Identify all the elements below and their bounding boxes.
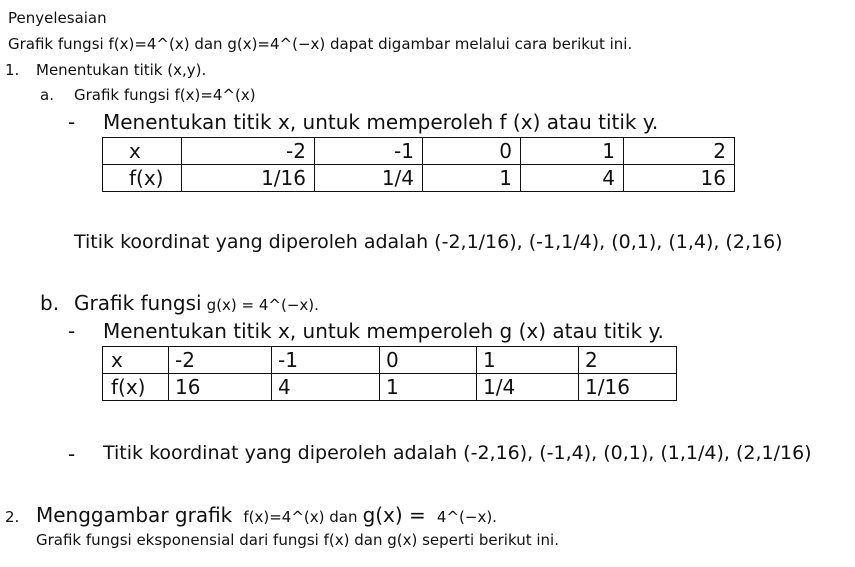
- part-a-letter: a.: [40, 86, 54, 104]
- part-b-title-formula: g(x) = 4^(−x).: [206, 296, 319, 314]
- table-row-fx: [103, 165, 735, 192]
- part-b-title: [74, 291, 319, 315]
- table-f-cell: -2: [182, 138, 315, 165]
- table-f-cell: 1: [423, 165, 521, 192]
- part-b-subtitle: Menentukan titik x, untuk memperoleh g (x) atau titik y.: [103, 319, 664, 343]
- table-f-cell: 4: [521, 165, 624, 192]
- step2-text-prefix: Menggambar grafik: [36, 503, 233, 527]
- table-g-label-x: x: [103, 347, 169, 374]
- table-g-cell: 16: [169, 374, 272, 401]
- intro-text: Grafik fungsi f(x)=4^(x) dan g(x)=4^(−x) dapat digambar melalui cara berikut ini.: [8, 35, 633, 53]
- table-g-cell: 1/16: [579, 374, 677, 401]
- table-f-cell: 2: [624, 138, 735, 165]
- table-f-label-fx: f(x): [103, 165, 182, 192]
- table-g-cell: 1/4: [477, 374, 579, 401]
- step2-formula-g-value: 4^(−x).: [436, 508, 497, 526]
- table-g-cell: -1: [272, 347, 380, 374]
- table-g-cell: 2: [579, 347, 677, 374]
- table-g-cell: 0: [380, 347, 477, 374]
- part-b-title-prefix: Grafik fungsi: [74, 291, 202, 315]
- part-a-dash: -: [68, 110, 76, 134]
- table-f-cell: 1: [521, 138, 624, 165]
- table-f-cell: -1: [315, 138, 423, 165]
- table-row-fx: [103, 374, 677, 401]
- step2-formula-g-name: g(x) =: [362, 503, 426, 527]
- table-f-cell: 0: [423, 138, 521, 165]
- table-f-cell: 1/16: [182, 165, 315, 192]
- part-a-title: Grafik fungsi f(x)=4^(x): [74, 86, 256, 104]
- table-f-cell: 16: [624, 165, 735, 192]
- table-row-x: [103, 347, 677, 374]
- table-g-cell: 1: [477, 347, 579, 374]
- part-b-letter: b.: [40, 291, 60, 315]
- part-a-subtitle: Menentukan titik x, untuk memperoleh f (x) atau titik y.: [103, 110, 659, 134]
- step2-number: 2.: [5, 508, 20, 526]
- step2-formula-f: f(x)=4^(x) dan: [243, 508, 358, 526]
- part-b-result-dash: -: [68, 442, 76, 466]
- table-g: [102, 346, 677, 401]
- table-g-cell: 1: [380, 374, 477, 401]
- part-a-result: Titik koordinat yang diperoleh adalah (-2,1/16), (-1,1/4), (0,1), (1,4), (2,16): [74, 231, 783, 253]
- part-b-dash: -: [68, 319, 76, 343]
- table-f: [102, 137, 735, 192]
- step2-line: [36, 503, 497, 527]
- table-row-x: [103, 138, 735, 165]
- table-f-cell: 1/4: [315, 165, 423, 192]
- table-g-cell: -2: [169, 347, 272, 374]
- table-g-label-fx: f(x): [103, 374, 169, 401]
- step1-number: 1.: [5, 61, 20, 79]
- table-f-label-x: x: [103, 138, 182, 165]
- step2-description: Grafik fungsi eksponensial dari fungsi f(x) dan g(x) seperti berikut ini.: [36, 531, 559, 549]
- table-g-cell: 4: [272, 374, 380, 401]
- step1-text: Menentukan titik (x,y).: [36, 61, 207, 79]
- heading: Penyelesaian: [8, 9, 107, 27]
- part-b-result: Titik koordinat yang diperoleh adalah (-2,16), (-1,4), (0,1), (1,1/4), (2,1/16): [103, 442, 812, 464]
